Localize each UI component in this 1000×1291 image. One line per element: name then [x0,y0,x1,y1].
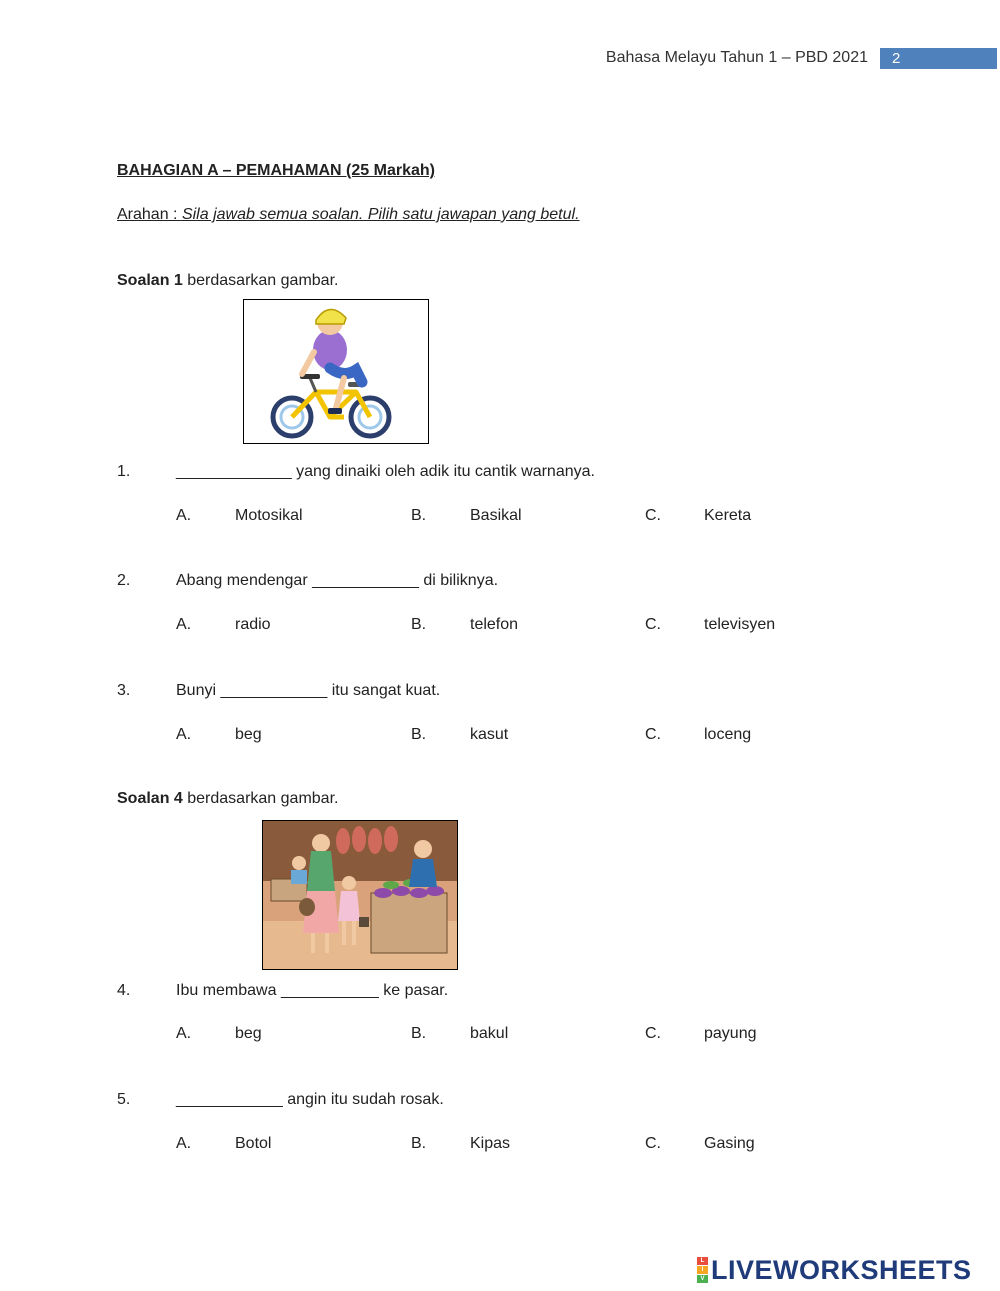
option-letter: C. [645,726,661,743]
question-number: 1. [117,463,131,480]
question-text: Ibu membawa ___________ ke pasar. [176,982,449,999]
header-title: Bahasa Melayu Tahun 1 – PBD 2021 [605,49,868,66]
option-word: payung [704,1025,757,1042]
liveworksheets-logo[interactable] [697,1254,972,1286]
option-word: telefon [470,616,519,633]
option-word: televisyen [704,616,776,633]
option-letter: C. [645,616,661,633]
question-2-options [176,616,876,638]
bicycle-picture [243,299,429,444]
option-letter: B. [411,1025,427,1042]
question-number: 4. [117,982,131,999]
option-letter: A. [176,1135,192,1152]
option-letter: A. [176,726,192,743]
question-4-options [176,1025,876,1047]
soalan-1-rest: berdasarkan gambar. [182,272,339,289]
soalan-4-label [117,790,338,808]
option-word: Gasing [704,1135,755,1152]
instruction-label: Arahan : [117,206,182,223]
question-text: _____________ yang dinaiki oleh adik itu cantik warnanya. [176,463,595,480]
option-letter: C. [645,1025,661,1042]
instruction [117,206,580,224]
question-number: 2. [117,572,131,589]
question-text: Abang mendengar ____________ di biliknya. [176,572,499,589]
logo-square-i: I [697,1266,708,1274]
soalan-4-rest: berdasarkan gambar. [182,790,339,807]
question-number: 5. [117,1091,131,1108]
question-5-options [176,1135,876,1157]
option-letter: B. [411,616,427,633]
logo-square-v: V [697,1275,708,1283]
logo-squares-icon [697,1257,708,1283]
option-letter: A. [176,507,192,524]
option-word: kasut [470,726,509,743]
option-letter: C. [645,507,661,524]
option-letter: B. [411,726,427,743]
option-word: Kipas [470,1135,511,1152]
market-scene-illustration [263,821,457,969]
soalan-4-bold: Soalan 4 [117,790,183,807]
option-word: Botol [235,1135,272,1152]
option-word: beg [235,726,262,743]
option-letter: C. [645,1135,661,1152]
option-letter: A. [176,616,192,633]
question-1-options [176,507,876,529]
instruction-text: Sila jawab semua soalan. Pilih satu jawapan yang betul. [181,206,580,223]
option-word: Basikal [470,507,522,524]
logo-square-l: L [697,1257,708,1265]
option-letter: A. [176,1025,192,1042]
market-picture [262,820,458,970]
boy-on-bicycle-illustration [244,300,428,443]
option-word: radio [235,616,271,633]
option-letter: B. [411,1135,427,1152]
page-number-badge: 2 [880,48,997,69]
question-text: Bunyi ____________ itu sangat kuat. [176,682,441,699]
soalan-1-bold: Soalan 1 [117,272,183,289]
option-word: bakul [470,1025,509,1042]
logo-text: LIVEWORKSHEETS [711,1254,972,1285]
question-text: ____________ angin itu sudah rosak. [176,1091,444,1108]
option-word: beg [235,1025,262,1042]
soalan-1-label [117,272,338,290]
option-word: Motosikal [235,507,303,524]
option-word: Kereta [704,507,752,524]
option-word: loceng [704,726,752,743]
question-number: 3. [117,682,131,699]
option-letter: B. [411,507,427,524]
section-title: BAHAGIAN A – PEMAHAMAN (25 Markah) [117,162,435,179]
question-3-options [176,726,876,748]
